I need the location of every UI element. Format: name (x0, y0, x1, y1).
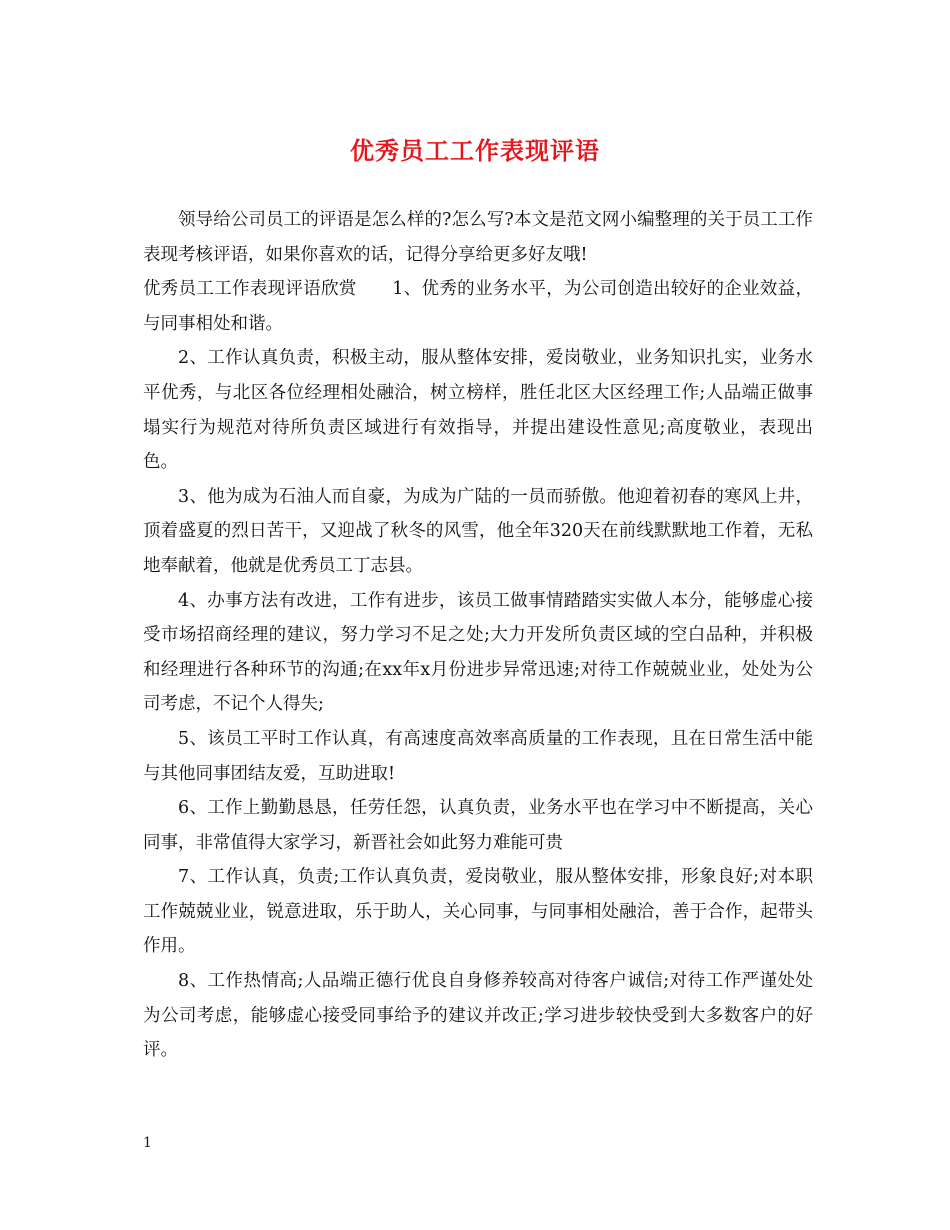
paragraph-item-8: 8、工作热情高;人品端正德行优良自身修养较高对待客户诚信;对待工作严谨处处为公司考虑，能够虚心接受同事给予的建议并改正;学习进步较快受到大多数客户的好评。 (143, 971, 813, 1061)
document-body (143, 203, 813, 1068)
paragraph-item-5: 5、该员工平时工作认真，有高速度高效率高质量的工作表现，且在日常生活中能与其他同事团结友爱，互助进取! (143, 728, 813, 784)
paragraph-item-6: 6、工作上勤勤恳恳，任劳任怨，认真负责，业务水平也在学习中不断提高，关心同事，非常值得大家学习，新晋社会如此努力难能可贵 (143, 798, 813, 853)
paragraph-item-4: 4、办事方法有改进，工作有进步，该员工做事情踏踏实实做人本分，能够虚心接受市场招商经理的建议，努力学习不足之处;大力开发所负责区域的空白品种，并积极和经理进行各种环节的沟通;在xx年x月份进步异常迅速;对待工作兢兢业业，处处为公司考虑，不记个人得失; (143, 590, 813, 715)
paragraph-item-1: 优秀员工工作表现评语欣赏 1、优秀的业务水平，为公司创造出较好的企业效益，与同事相处和谐。 (143, 279, 813, 334)
document-title: 优秀员工工作表现评语 (350, 136, 600, 165)
paragraph-item-2: 2、工作认真负责，积极主动，服从整体安排，爱岗敬业，业务知识扎实，业务水平优秀，与北区各位经理相处融洽，树立榜样，胜任北区大区经理工作;人品端正做事塌实行为规范对待所负责区域进行有效指导，并提出建设性意见;高度敬业，表现出色。 (143, 348, 813, 473)
paragraph-item-3: 3、他为成为石油人而自豪，为成为广陆的一员而骄傲。他迎着初春的寒风上井，顶着盛夏的烈日苦干，又迎战了秋冬的风雪，他全年320天在前线默默地工作着，无私地奉献着，他就是优秀员工丁志县。 (143, 486, 813, 576)
paragraph-item-7: 7、工作认真，负责;工作认真负责，爱岗敬业，服从整体安排，形象良好;对本职工作兢兢业业，锐意进取，乐于助人，关心同事，与同事相处融洽，善于合作，起带头作用。 (143, 867, 813, 957)
page-number: 1 (143, 1135, 152, 1151)
paragraph-intro: 领导给公司员工的评语是怎么样的?怎么写?本文是范文网小编整理的关于员工工作表现考核评语，如果你喜欢的话，记得分享给更多好友哦! (143, 210, 813, 265)
